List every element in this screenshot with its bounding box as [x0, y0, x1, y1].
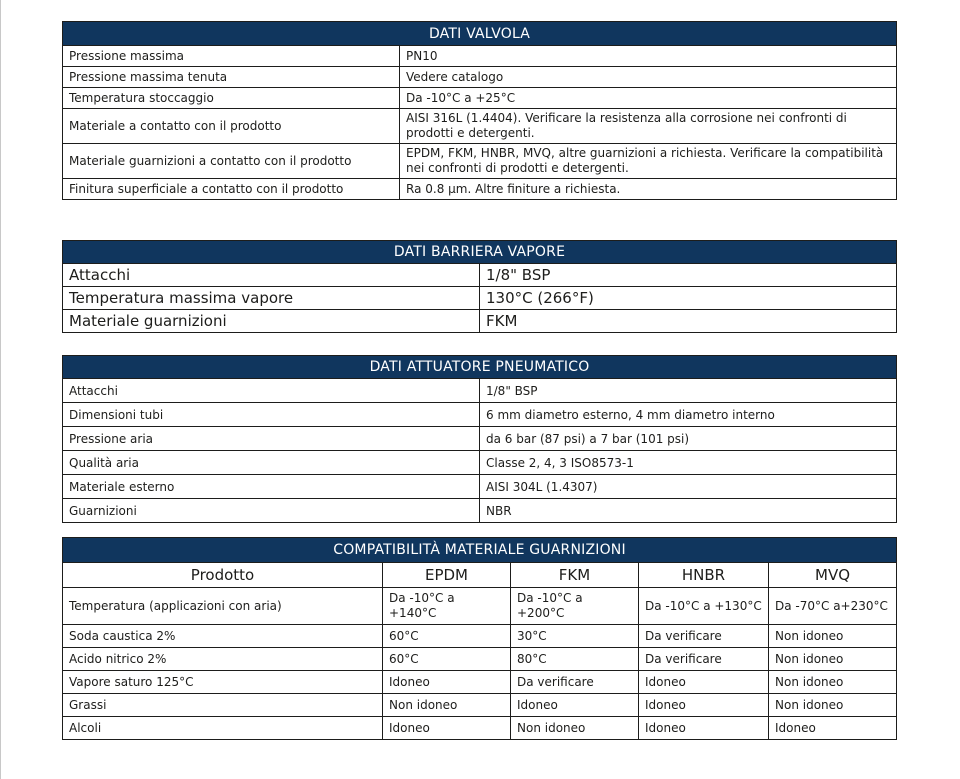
table-row	[63, 379, 897, 403]
table-cell: Idoneo	[639, 671, 769, 694]
table-cell: Da verificare	[639, 648, 769, 671]
row-value: 1/8" BSP	[480, 379, 897, 403]
table-row	[63, 648, 897, 671]
table-cell: Non idoneo	[769, 694, 897, 717]
table-row	[63, 287, 897, 310]
column-header-epdm: EPDM	[383, 563, 511, 588]
table-cell: Idoneo	[511, 694, 639, 717]
table-row	[63, 625, 897, 648]
table-cell: Vapore saturo 125°C	[63, 671, 383, 694]
row-label: Guarnizioni	[63, 499, 480, 523]
row-value: Vedere catalogo	[400, 67, 897, 88]
row-value: EPDM, FKM, HNBR, MVQ, altre guarnizioni a richiesta. Verificare la compatibilità nei confronti di prodotti e detergenti.	[400, 144, 897, 179]
table-row	[63, 144, 897, 179]
row-label: Dimensioni tubi	[63, 403, 480, 427]
gasket-compatibility-table	[62, 537, 897, 740]
row-label: Temperatura massima vapore	[63, 287, 480, 310]
valve-data-title: DATI VALVOLA	[63, 22, 897, 46]
column-header-row	[63, 563, 897, 588]
row-label: Materiale a contatto con il prodotto	[63, 109, 400, 144]
valve-data-table	[62, 21, 897, 200]
table-row	[63, 109, 897, 144]
table-row	[63, 46, 897, 67]
page-left-rule	[0, 0, 1, 779]
table-cell: Non idoneo	[769, 671, 897, 694]
row-label: Temperatura stoccaggio	[63, 88, 400, 109]
table-cell: Da verificare	[511, 671, 639, 694]
table-cell: Idoneo	[383, 671, 511, 694]
table-cell: Acido nitrico 2%	[63, 648, 383, 671]
row-label: Pressione massima	[63, 46, 400, 67]
table-row	[63, 671, 897, 694]
table-cell: Da -10°C a +130°C	[639, 588, 769, 625]
column-header-hnbr: HNBR	[639, 563, 769, 588]
row-value: PN10	[400, 46, 897, 67]
row-value: NBR	[480, 499, 897, 523]
steam-barrier-title: DATI BARRIERA VAPORE	[63, 241, 897, 264]
row-value: 6 mm diametro esterno, 4 mm diametro interno	[480, 403, 897, 427]
table-row	[63, 403, 897, 427]
gasket-compatibility-title: COMPATIBILITÀ MATERIALE GUARNIZIONI	[63, 538, 897, 563]
table-cell: Da -10°C a +140°C	[383, 588, 511, 625]
row-label: Materiale guarnizioni a contatto con il prodotto	[63, 144, 400, 179]
table-row	[63, 427, 897, 451]
table-row	[63, 179, 897, 200]
table-cell: Non idoneo	[769, 625, 897, 648]
row-label: Finitura superficiale a contatto con il prodotto	[63, 179, 400, 200]
row-label: Attacchi	[63, 379, 480, 403]
table-row	[63, 499, 897, 523]
table-cell: 30°C	[511, 625, 639, 648]
table-cell: Idoneo	[769, 717, 897, 740]
row-value: AISI 304L (1.4307)	[480, 475, 897, 499]
table-row	[63, 475, 897, 499]
column-header-mvq: MVQ	[769, 563, 897, 588]
table-cell: Non idoneo	[383, 694, 511, 717]
table-row	[63, 264, 897, 287]
table-cell: Da -70°C a+230°C	[769, 588, 897, 625]
table-cell: Non idoneo	[511, 717, 639, 740]
row-label: Pressione aria	[63, 427, 480, 451]
row-value: 130°C (266°F)	[480, 287, 897, 310]
table-cell: Non idoneo	[769, 648, 897, 671]
table-cell: Grassi	[63, 694, 383, 717]
table-cell: Da -10°C a +200°C	[511, 588, 639, 625]
table-cell: Idoneo	[639, 717, 769, 740]
row-label: Pressione massima tenuta	[63, 67, 400, 88]
pneumatic-actuator-title: DATI ATTUATORE PNEUMATICO	[63, 356, 897, 379]
steam-barrier-table	[62, 240, 897, 333]
row-value: Da -10°C a +25°C	[400, 88, 897, 109]
table-cell: Soda caustica 2%	[63, 625, 383, 648]
row-label: Qualità aria	[63, 451, 480, 475]
row-value: Ra 0.8 µm. Altre finiture a richiesta.	[400, 179, 897, 200]
row-value: FKM	[480, 310, 897, 333]
table-cell: 60°C	[383, 648, 511, 671]
column-header-fkm: FKM	[511, 563, 639, 588]
table-cell: Alcoli	[63, 717, 383, 740]
row-value: 1/8" BSP	[480, 264, 897, 287]
row-value: da 6 bar (87 psi) a 7 bar (101 psi)	[480, 427, 897, 451]
table-cell: Idoneo	[383, 717, 511, 740]
table-row	[63, 694, 897, 717]
table-row	[63, 588, 897, 625]
pneumatic-actuator-table	[62, 355, 897, 523]
table-row	[63, 67, 897, 88]
table-cell: 80°C	[511, 648, 639, 671]
table-row	[63, 88, 897, 109]
table-row	[63, 717, 897, 740]
column-header-product: Prodotto	[63, 563, 383, 588]
table-cell: Idoneo	[639, 694, 769, 717]
row-value: AISI 316L (1.4404). Verificare la resistenza alla corrosione nei confronti di prodotti e detergenti.	[400, 109, 897, 144]
table-row	[63, 310, 897, 333]
table-cell: Da verificare	[639, 625, 769, 648]
row-label: Attacchi	[63, 264, 480, 287]
table-cell: Temperatura (applicazioni con aria)	[63, 588, 383, 625]
table-row	[63, 451, 897, 475]
row-label: Materiale guarnizioni	[63, 310, 480, 333]
row-label: Materiale esterno	[63, 475, 480, 499]
row-value: Classe 2, 4, 3 ISO8573-1	[480, 451, 897, 475]
table-cell: 60°C	[383, 625, 511, 648]
